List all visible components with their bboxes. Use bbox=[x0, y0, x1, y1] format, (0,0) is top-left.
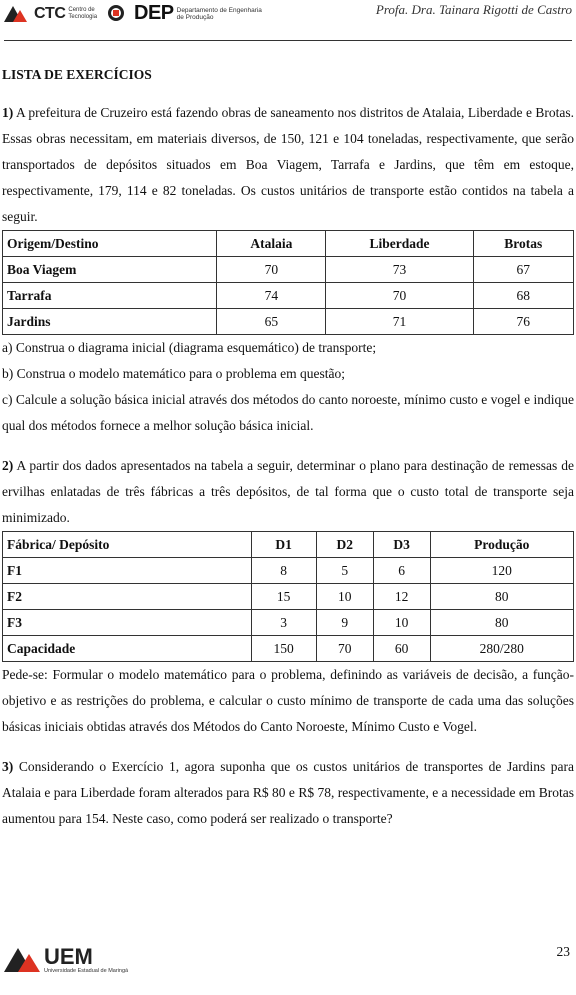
table-cell: 12 bbox=[373, 584, 430, 610]
table-cell: 3 bbox=[251, 610, 316, 636]
table-header-row bbox=[3, 532, 574, 558]
table-cell: 70 bbox=[217, 257, 326, 283]
table-cell: 10 bbox=[373, 610, 430, 636]
table-row-header: Jardins bbox=[3, 309, 217, 335]
page-header bbox=[0, 0, 576, 40]
table-row bbox=[3, 257, 574, 283]
page-number: 23 bbox=[556, 944, 570, 959]
table-cell: 71 bbox=[326, 309, 473, 335]
table-cell: 150 bbox=[251, 636, 316, 662]
table-cell: 80 bbox=[430, 584, 573, 610]
exercise-1-items bbox=[2, 335, 574, 439]
exercise-2-statement bbox=[2, 453, 574, 531]
exercise-2-table bbox=[2, 531, 574, 662]
exercise-2-followup: Pede-se: Formular o modelo matemático para o problema, definindo as variáveis de decisão, a função-objetivo e as restrições do problema, e calcular o custo mínimo de transporte de cada uma das soluções básicas iniciais obtidas através dos Métodos do Canto Noroeste, Mínimo Custo e Vogel. bbox=[2, 667, 574, 734]
table-row-header: Boa Viagem bbox=[3, 257, 217, 283]
table-row bbox=[3, 636, 574, 662]
table-cell: 74 bbox=[217, 283, 326, 309]
table-cell: 73 bbox=[326, 257, 473, 283]
table-header-cell: Liberdade bbox=[326, 231, 473, 257]
table-row bbox=[3, 584, 574, 610]
table-cell: 8 bbox=[251, 558, 316, 584]
exercise-1-table bbox=[2, 230, 574, 335]
table-header-cell: Produção bbox=[430, 532, 573, 558]
table-cell: 15 bbox=[251, 584, 316, 610]
dep-logo-icon bbox=[106, 3, 130, 25]
page-title: LISTA DE EXERCÍCIOS bbox=[2, 67, 152, 82]
ctc-logo bbox=[4, 4, 100, 24]
table-row bbox=[3, 610, 574, 636]
table-header-cell: Fábrica/ Depósito bbox=[3, 532, 252, 558]
table-cell: 70 bbox=[316, 636, 373, 662]
table-cell: 70 bbox=[326, 283, 473, 309]
ctc-logo-name: CTC bbox=[34, 5, 66, 22]
table-header-cell: D3 bbox=[373, 532, 430, 558]
exercise-2-number: 2) bbox=[2, 458, 14, 473]
exercise-2-text: A partir dos dados apresentados na tabela a seguir, determinar o plano para destinação de remessas de ervilhas enlatadas de três fábricas a três depósitos, de tal forma que o custo total de transporte seja minimizado. bbox=[2, 458, 574, 525]
dep-logo-name: DEP bbox=[134, 2, 174, 24]
table-row bbox=[3, 558, 574, 584]
ctc-logo-icon bbox=[4, 4, 30, 24]
exercise-1-number: 1) bbox=[2, 105, 14, 120]
table-cell: 6 bbox=[373, 558, 430, 584]
header-divider bbox=[4, 40, 572, 41]
table-row-header: F1 bbox=[3, 558, 252, 584]
document-body bbox=[2, 64, 574, 832]
table-cell: 9 bbox=[316, 610, 373, 636]
table-row-header: Capacidade bbox=[3, 636, 252, 662]
exercise-1-item-a: a) Construa o diagrama inicial (diagrama esquemático) de transporte; bbox=[2, 340, 377, 355]
table-cell: 60 bbox=[373, 636, 430, 662]
table-header-cell: D1 bbox=[251, 532, 316, 558]
uem-logo bbox=[4, 944, 128, 974]
table-header-row bbox=[3, 231, 574, 257]
table-row bbox=[3, 283, 574, 309]
ctc-logo-subtitle: Centro de Tecnologia bbox=[68, 7, 98, 20]
exercise-1-statement bbox=[2, 100, 574, 230]
exercise-1-item-c: c) Calcule a solução básica inicial através dos métodos do canto noroeste, mínimo custo e vogel e indique qual dos métodos fornece a melhor solução básica inicial. bbox=[2, 392, 574, 433]
exercise-1-text: A prefeitura de Cruzeiro está fazendo obras de saneamento nos distritos de Atalaia, Liberdade e Brotas. Essas obras necessitam, em materiais diversos, de 150, 121 e 104 toneladas, respectivamente, que serão transportados de depósitos situados em Boa Viagem, Tarrafa e Jardins, que têm em estoque, respectivamente, 179, 114 e 82 toneladas. Os custos unitários de transporte estão contidos na tabela a seguir. bbox=[2, 105, 574, 224]
dep-logo bbox=[106, 2, 267, 25]
exercise-3-number: 3) bbox=[2, 759, 14, 774]
table-cell: 5 bbox=[316, 558, 373, 584]
table-cell: 80 bbox=[430, 610, 573, 636]
uem-logo-icon bbox=[4, 944, 42, 974]
table-cell: 65 bbox=[217, 309, 326, 335]
exercise-3-statement bbox=[2, 754, 574, 832]
author-name: Profa. Dra. Tainara Rigotti de Castro bbox=[375, 2, 572, 17]
table-header-cell: D2 bbox=[316, 532, 373, 558]
table-cell: 68 bbox=[473, 283, 573, 309]
uem-logo-subtitle: Universidade Estadual de Maringá bbox=[44, 968, 129, 974]
exercise-1-item-b: b) Construa o modelo matemático para o problema em questão; bbox=[2, 366, 346, 381]
table-cell: 10 bbox=[316, 584, 373, 610]
table-row-header: F3 bbox=[3, 610, 252, 636]
table-header-cell: Atalaia bbox=[217, 231, 326, 257]
table-cell: 76 bbox=[473, 309, 573, 335]
table-row-header: Tarrafa bbox=[3, 283, 217, 309]
dep-logo-subtitle: Departamento de Engenharia de Produção bbox=[176, 6, 262, 21]
table-cell: 280/280 bbox=[430, 636, 573, 662]
table-row bbox=[3, 309, 574, 335]
table-header-cell: Brotas bbox=[473, 231, 573, 257]
table-cell: 67 bbox=[473, 257, 573, 283]
table-cell: 120 bbox=[430, 558, 573, 584]
table-header-cell: Origem/Destino bbox=[3, 231, 217, 257]
table-row-header: F2 bbox=[3, 584, 252, 610]
exercise-3-text: Considerando o Exercício 1, agora suponha que os custos unitários de transportes de Jardins para Atalaia e para Liberdade foram alterados para R$ 80 e R$ 78, respectivamente, e a necessidade em Brotas aumentou para 154. Neste caso, como poderá ser realizado o transporte? bbox=[2, 759, 575, 826]
uem-logo-name: UEM bbox=[44, 944, 93, 969]
